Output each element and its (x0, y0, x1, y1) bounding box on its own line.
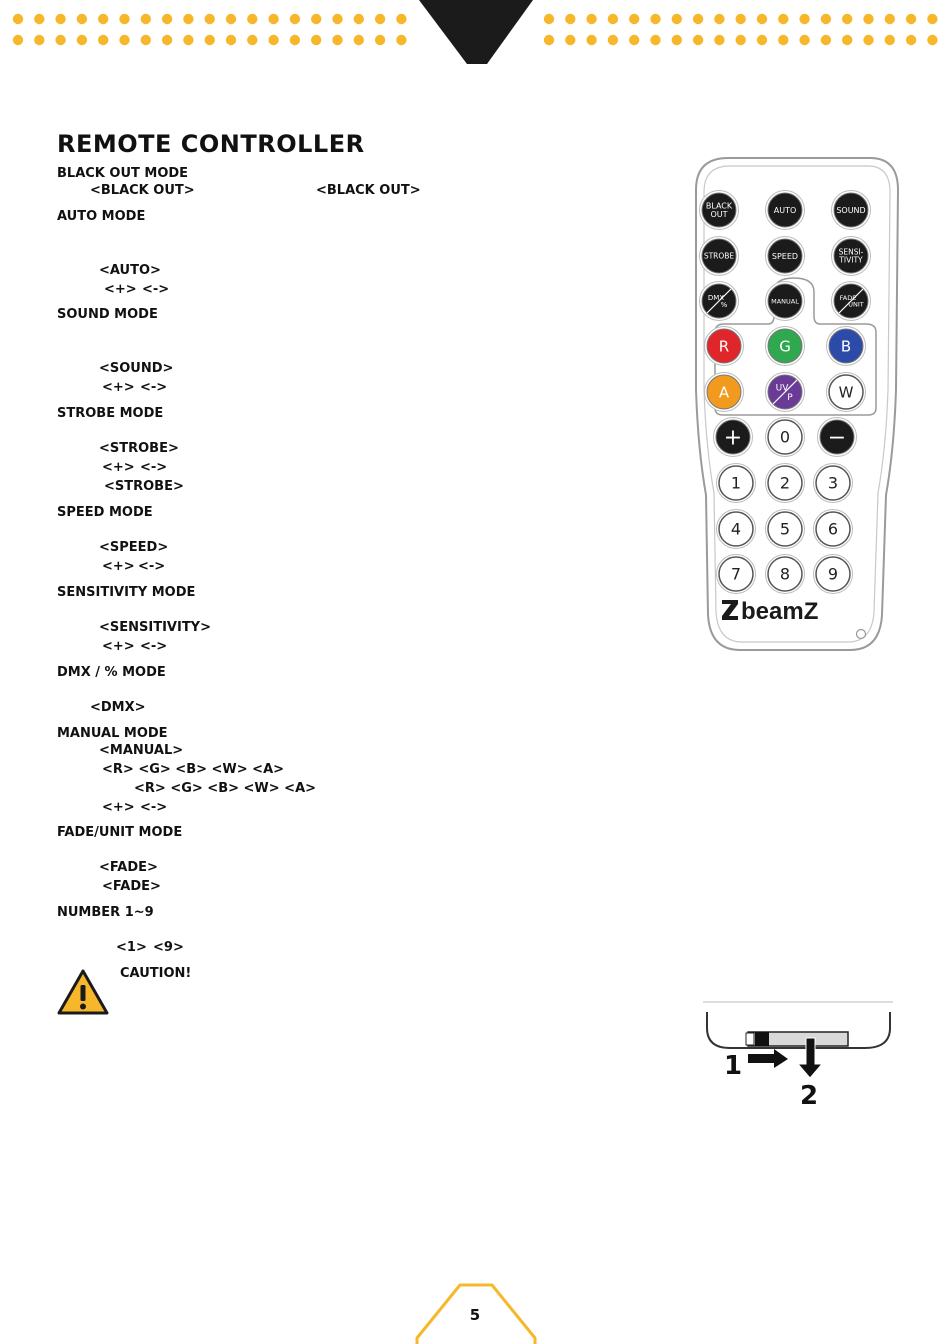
auto-plus: <+> (104, 282, 137, 297)
header-dot (608, 35, 618, 45)
header-dot (927, 14, 937, 24)
remote-button-label: 9 (827, 564, 839, 584)
header-decoration (0, 0, 950, 70)
remote-button-w (827, 373, 866, 412)
header-dot (650, 35, 660, 45)
remote-button-label: P (787, 392, 793, 403)
header-dot (885, 14, 895, 24)
dmx-heading: DMX / % MODE (57, 665, 166, 680)
remote-button-label: SOUND (836, 205, 866, 215)
header-dot (586, 35, 596, 45)
remote-button-strobe (700, 237, 739, 276)
header-dot (226, 14, 236, 24)
header-dot (77, 35, 87, 45)
header-dot (119, 14, 129, 24)
header-dot (821, 35, 831, 45)
header-dot (396, 35, 406, 45)
page-number: 5 (469, 1306, 481, 1324)
remote-button-label: % (720, 301, 728, 310)
header-dot (183, 14, 193, 24)
header-dot (842, 14, 852, 24)
header-dot (55, 14, 65, 24)
header-dot (98, 35, 108, 45)
sensitivity-heading: SENSITIVITY MODE (57, 585, 196, 600)
header-dot (565, 14, 575, 24)
remote-button-label: 4 (730, 519, 742, 539)
auto-minus: <-> (142, 282, 170, 297)
remote-button-label: 8 (779, 564, 791, 584)
header-dot (268, 14, 278, 24)
header-dot (714, 14, 724, 24)
warning-icon (57, 968, 109, 1016)
sound-minus: <-> (140, 380, 168, 395)
sound-plus: <+> (102, 380, 135, 395)
fade-heading: FADE/UNIT MODE (57, 825, 183, 840)
header-dot (906, 35, 916, 45)
header-dot (693, 14, 703, 24)
header-dot (205, 14, 215, 24)
header-dot (247, 14, 257, 24)
header-dot (162, 35, 172, 45)
header-dot (736, 35, 746, 45)
speed-key: <SPEED> (99, 540, 169, 555)
caution-label: CAUTION! (120, 966, 192, 981)
header-dot (162, 14, 172, 24)
auto-key: <AUTO> (99, 263, 161, 278)
remote-button-n5 (766, 510, 805, 549)
manual-heading: MANUAL MODE (57, 726, 168, 741)
remote-button-label: DMX (707, 293, 725, 302)
sound-key: <SOUND> (99, 361, 174, 376)
sensitivity-key: <SENSITIVITY> (99, 620, 211, 635)
remote-button-label: UNIT (848, 300, 864, 309)
dmx-key: <DMX> (90, 700, 146, 715)
remote-button-label: OUT (710, 210, 728, 219)
remote-button-label: 1 (730, 473, 742, 493)
remote-button-label: 7 (730, 564, 742, 584)
strobe-minus: <-> (140, 460, 168, 475)
header-dot (375, 14, 385, 24)
header-dot (332, 14, 342, 24)
auto-heading: AUTO MODE (57, 209, 146, 224)
remote-button-n2 (766, 464, 805, 503)
remote-button-b (827, 327, 866, 366)
header-dot (885, 35, 895, 45)
remote-button-label: W (838, 383, 854, 402)
header-dot (396, 14, 406, 24)
remote-button-label: MANUAL (771, 297, 799, 306)
header-dot (77, 14, 87, 24)
remote-button-label: BLACK (705, 201, 733, 211)
remote-button-label: 0 (779, 427, 791, 447)
manual-minus: <-> (140, 800, 168, 815)
remote-button-sensitivity (832, 237, 871, 276)
remote-button-label: + (723, 425, 743, 451)
remote-button-label: G (779, 337, 791, 356)
header-dot (290, 14, 300, 24)
header-dot (544, 35, 554, 45)
header-dot (863, 14, 873, 24)
header-dot (586, 14, 596, 24)
remote-controller-illustration (690, 150, 902, 660)
header-dot (226, 35, 236, 45)
remote-button-n1 (717, 464, 756, 503)
remote-button-g (766, 327, 805, 366)
header-dot (205, 35, 215, 45)
header-dot (757, 35, 767, 45)
remote-button-n9 (814, 555, 853, 594)
battery-compartment-illustration (700, 998, 900, 1113)
remote-button-label: 6 (827, 519, 839, 539)
sensitivity-minus: <-> (140, 639, 168, 654)
number-first-key: <1> (116, 940, 147, 955)
remote-button-label: FADE (839, 293, 857, 302)
remote-button-n7 (717, 555, 756, 594)
remote-button-label: B (840, 337, 852, 356)
remote-button-label: − (827, 425, 847, 451)
remote-button-label: STROBE (703, 251, 735, 261)
header-dot (650, 14, 660, 24)
header-dot (629, 35, 639, 45)
header-dot (13, 35, 23, 45)
header-dot (375, 35, 385, 45)
strobe-key: <STROBE> (99, 441, 179, 456)
beamz-logo-text: beamZ (741, 598, 819, 625)
remote-button-speed (766, 237, 805, 276)
header-dot (799, 14, 809, 24)
remote-button-minus (818, 418, 857, 457)
remote-button-label: 2 (779, 473, 791, 493)
remote-button-label: TIVITY (839, 255, 863, 265)
header-dot (629, 14, 639, 24)
remote-button-n8 (766, 555, 805, 594)
remote-button-label: A (718, 383, 730, 402)
remote-button-dmx (700, 282, 739, 321)
remote-button-black-out (700, 191, 739, 230)
header-dot (119, 35, 129, 45)
number-heading: NUMBER 1~9 (57, 905, 154, 920)
header-dot (799, 35, 809, 45)
speed-minus: <-> (138, 559, 166, 574)
header-dot (757, 14, 767, 24)
header-triangle (419, 0, 533, 64)
header-dot (311, 14, 321, 24)
header-dot (821, 14, 831, 24)
header-dot (34, 35, 44, 45)
header-dot (714, 35, 724, 45)
header-dot (332, 35, 342, 45)
header-dot (906, 14, 916, 24)
remote-button-r (705, 327, 744, 366)
sensitivity-plus: <+> (102, 639, 135, 654)
strobe-key-2: <STROBE> (104, 479, 184, 494)
fade-key-2: <FADE> (102, 879, 161, 894)
remote-button-uv (766, 373, 805, 412)
remote-button-a (705, 373, 744, 412)
header-dot (693, 35, 703, 45)
header-dot (141, 35, 151, 45)
header-dot (55, 35, 65, 45)
manual-color-keys: <R> <G> <B> <W> <A> (102, 762, 285, 777)
speed-heading: SPEED MODE (57, 505, 153, 520)
header-dot (13, 14, 23, 24)
black-out-key-2: <BLACK OUT> (316, 183, 421, 198)
header-dot (927, 35, 937, 45)
manual-key: <MANUAL> (99, 743, 184, 758)
remote-button-n3 (814, 464, 853, 503)
remote-button-label: SENSI- (838, 247, 864, 257)
header-dot (98, 14, 108, 24)
header-dot (354, 14, 364, 24)
remote-button-label: 3 (827, 473, 839, 493)
header-dot (183, 35, 193, 45)
header-dot (842, 35, 852, 45)
header-dot (778, 14, 788, 24)
header-dot (863, 35, 873, 45)
header-dot (141, 14, 151, 24)
header-dot (736, 14, 746, 24)
page-title: REMOTE CONTROLLER (57, 130, 365, 158)
remote-button-label: UV (775, 383, 789, 394)
speed-plus: <+> (102, 559, 135, 574)
remote-button-manual (766, 282, 805, 321)
number-last-key: <9> (153, 940, 184, 955)
sound-heading: SOUND MODE (57, 307, 158, 322)
header-dot (268, 35, 278, 45)
remote-button-auto (766, 191, 805, 230)
remote-button-label: R (718, 337, 730, 356)
header-dot (247, 35, 257, 45)
header-dot (354, 35, 364, 45)
header-dot (565, 35, 575, 45)
header-dot (290, 35, 300, 45)
manual-color-keys-2: <R> <G> <B> <W> <A> (134, 781, 317, 796)
remote-button-zero (766, 418, 805, 457)
header-dot (608, 14, 618, 24)
remote-button-plus (714, 418, 753, 457)
strobe-heading: STROBE MODE (57, 406, 164, 421)
remote-button-sound (832, 191, 871, 230)
battery-step-2: 2 (800, 1081, 819, 1111)
header-dot (34, 14, 44, 24)
manual-plus: <+> (102, 800, 135, 815)
battery-step-1: 1 (724, 1051, 743, 1081)
fade-key: <FADE> (99, 860, 158, 875)
remote-button-fade (832, 282, 871, 321)
header-dot (544, 14, 554, 24)
strobe-plus: <+> (102, 460, 135, 475)
remote-button-label: 5 (779, 519, 791, 539)
remote-button-n6 (814, 510, 853, 549)
header-dot (778, 35, 788, 45)
remote-button-label: AUTO (773, 205, 797, 215)
remote-button-n4 (717, 510, 756, 549)
header-dot (672, 14, 682, 24)
header-dot (311, 35, 321, 45)
black-out-key: <BLACK OUT> (90, 183, 195, 198)
header-dot (672, 35, 682, 45)
remote-button-label: SPEED (771, 251, 799, 261)
black-out-heading: BLACK OUT MODE (57, 166, 189, 181)
